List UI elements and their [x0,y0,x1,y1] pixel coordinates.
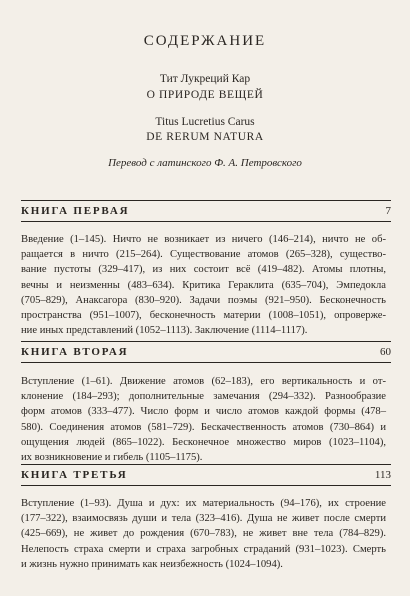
book-3-summary [21,496,386,572]
book-3-page-number: 113 [374,469,391,481]
page-title: СОДЕРЖАНИЕ [143,33,267,49]
author-name-ru: Тит Лукреций Кар [159,73,251,85]
book-2-page-number: 60 [380,346,391,358]
work-title-lat: DE RERUM NATURA [146,131,264,143]
book-1-page-number: 7 [385,205,391,217]
book-1-line: вание пустоты (329–417), из них состоит всё (419–482). Атомы плотны, [21,264,386,276]
book-1-line: ние иных представлений (1052–1113). Заключение (1114–1117). [21,325,308,337]
author-name-lat: Titus Lucretius Carus [155,116,255,128]
book-3-line: (177–322), взаимосвязь души и тела (323–416). Душа не живет после смерти [21,513,386,525]
translator-credit: Перевод с латинского Ф. А. Петровского [108,157,302,169]
book-2-line: 580). Соединения атомов (581–729). Бескачественность атомов (730–864) и [21,421,386,433]
book-3-line: и жизнь нужно принимать как неизбежность (1024–1094). [21,558,283,570]
book-3-title: КНИГА ТРЕТЬЯ [21,469,128,481]
book-3-line: Нелепость страха смерти и страха загробных страданий (931–1023). Смерть [21,543,386,555]
book-2-summary [21,374,386,465]
book-2-title: КНИГА ВТОРАЯ [21,346,129,358]
book-1-title: КНИГА ПЕРВАЯ [21,205,130,217]
book-1-line: пространства (951–1007), бесконечность материи (1008–1051), опроверже- [21,310,386,322]
book-1-line: (705–829), Анаксагора (830–920). Задачи поэмы (921–950). Бесконечность [21,294,386,306]
book-1-line: Введение (1–145). Ничто не возникает из ничего (146–214), ничто не об- [21,234,386,245]
book-2-line: их возникновение и гибель (1105–1175). [21,452,203,464]
book-1-line: ращается в ничто (215–264). Существование атомов (265–328), существо- [21,249,386,261]
book-2-line: Вступление (1–61). Движение атомов (62–183), его вертикальность и от- [21,376,386,387]
book-3-line: (425–669), не живет до рождения (670–783), не живет вне тела (784–829). [21,528,386,540]
book-1-heading[interactable] [21,200,391,222]
book-2-line: форм атомов (333–477). Число форм и число атомов каждой формы (478– [21,406,386,418]
book-1-summary [21,232,386,338]
book-2-heading[interactable] [21,341,391,363]
book-2-line: клонение (184–293); дополнительные замечания (294–332). Разнообразие [21,391,386,403]
book-3-heading[interactable] [21,464,391,486]
book-1-line: вечны и неизменны (483–634). Критика Гераклита (635–704), Эмпедокла [21,279,386,291]
work-title-ru: О ПРИРОДЕ ВЕЩЕЙ [146,89,264,101]
book-3-line: Вступление (1–93). Душа и дух: их материальность (94–176), их строение [21,498,386,509]
book-2-line: ощущения людей (865–1022). Бесконечное множество миров (1023–1104), [21,436,386,448]
